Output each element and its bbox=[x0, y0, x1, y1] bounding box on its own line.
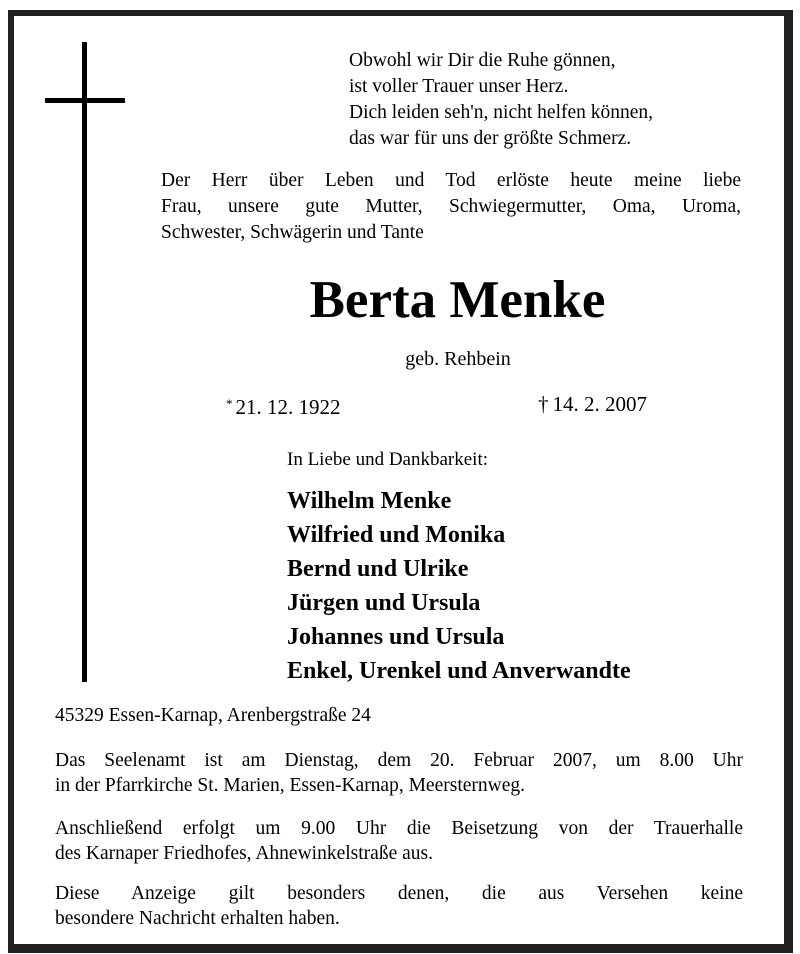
poem-line: das war für uns der größte Schmerz. bbox=[349, 128, 632, 149]
burial-paragraph bbox=[55, 816, 743, 866]
intro-line: Frau, unsere gute Mutter, Schwiegermutter, Oma, Uroma, bbox=[161, 196, 741, 217]
paragraph-line: des Karnaper Friedhofes, Ahnewinkelstraße aus. bbox=[55, 843, 433, 864]
mourner: Enkel, Urenkel und Anverwandte bbox=[287, 658, 631, 684]
deceased-name: Berta Menke bbox=[309, 271, 606, 329]
mourner: Wilhelm Menke bbox=[287, 488, 452, 514]
paragraph-line: in der Pfarrkirche St. Marien, Essen-Karnap, Meersternweg. bbox=[55, 775, 525, 796]
death-symbol: † bbox=[538, 392, 549, 416]
poem bbox=[349, 48, 653, 152]
birth-date bbox=[226, 390, 341, 421]
birth-date-value: 21. 12. 1922 bbox=[235, 395, 341, 419]
paragraph-line: Diese Anzeige gilt besonders denen, die aus Versehen keine bbox=[55, 883, 743, 904]
poem-line: Dich leiden seh'n, nicht helfen können, bbox=[349, 102, 654, 123]
maiden-name: geb. Rehbein bbox=[405, 348, 511, 370]
birth-symbol: * bbox=[226, 396, 233, 411]
notice-paragraph bbox=[55, 881, 743, 931]
thanks-line: In Liebe und Dankbarkeit: bbox=[287, 449, 489, 470]
death-date-value: 14. 2. 2007 bbox=[552, 392, 647, 416]
poem-line: Obwohl wir Dir die Ruhe gönnen, bbox=[349, 50, 616, 71]
intro-line: Schwester, Schwägerin und Tante bbox=[161, 222, 424, 243]
death-date bbox=[538, 390, 647, 418]
mourner: Johannes und Ursula bbox=[287, 624, 505, 650]
funeral-mass-paragraph bbox=[55, 748, 743, 798]
paragraph-line: Das Seelenamt ist am Dienstag, dem 20. Februar 2007, um 8.00 Uhr bbox=[55, 750, 743, 771]
poem-line: ist voller Trauer unser Herz. bbox=[349, 76, 569, 97]
cross-icon-bar bbox=[45, 98, 125, 103]
intro-line: Der Herr über Leben und Tod erlöste heute meine liebe bbox=[161, 170, 741, 191]
mourner: Bernd und Ulrike bbox=[287, 556, 469, 582]
intro-text bbox=[161, 168, 741, 246]
mourners-list bbox=[287, 484, 631, 688]
mourner: Jürgen und Ursula bbox=[287, 590, 481, 616]
address: 45329 Essen-Karnap, Arenbergstraße 24 bbox=[55, 705, 371, 726]
paragraph-line: Anschließend erfolgt um 9.00 Uhr die Beisetzung von der Trauerhalle bbox=[55, 818, 743, 839]
mourner: Wilfried und Monika bbox=[287, 522, 506, 548]
paragraph-line: besondere Nachricht erhalten haben. bbox=[55, 908, 340, 929]
